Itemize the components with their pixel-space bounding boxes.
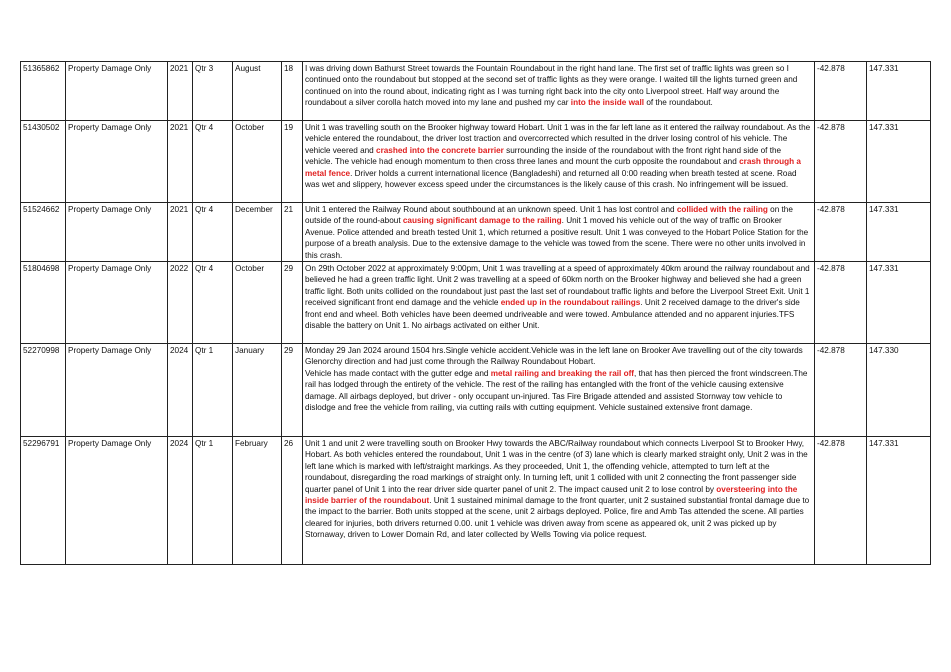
year: 2022 [168, 262, 193, 344]
description [303, 203, 815, 262]
longitude: 147.331 [867, 62, 931, 121]
severity: Property Damage Only [66, 262, 168, 344]
year: 2021 [168, 62, 193, 121]
description-text: , that has then pierced the front windscreen.The rail has lodged through the entirety of the vehicle. The rest of the railing has entangled with the front of the vehicle causing extensive damage. All airbags deployed, but driver - only occupant un-injured. Tas Fire Brigade attended and assisted Stornway tow vehicle to dislodge and free the vehicle from railing, via cutting rails with cutting equipment. Vehicle sustained extensive front damage. [305, 368, 808, 413]
crash-id: 52270998 [21, 344, 66, 437]
year: 2024 [168, 344, 193, 437]
month: October [233, 121, 282, 203]
description-text: Unit 1 was travelling south on the Brooker highway toward Hobart. Unit 1 was in the far left lane as it entered the railway roundabout. As the vehicle entered the roundabout, the driver lost traction and overcorrected which resulted in the driver losing control of his vehicle. The vehicle veered and [305, 123, 811, 155]
year: 2021 [168, 203, 193, 262]
latitude: -42.878 [815, 262, 867, 344]
description-text: Unit 1 and unit 2 were travelling south on Brooker Hwy towards the ABC/Railway roundabout which connects Liverpool St to Brooker Hwy, Hobart. As both vehicles entered the roundabout, Unit 1 was in the centre (of 3) lane which is clearly marked straight only, Unit 2 was in the left lane which is marked with left/straight markings. As they proceeded, Unit 1, the offending vehicle, attempted to turn left at the roundabout, disregarding the road markings of straight only. In turning left, unit 1 collided with unit 2 connecting the front passenger side quarter panel of Unit 1 into the rear driver side quarter panel of unit 2. The impact caused unit 2 to lose control by [305, 439, 808, 494]
table-body [21, 62, 931, 565]
table-row [21, 62, 931, 121]
table-row [21, 344, 931, 437]
quarter: Qtr 4 [193, 203, 233, 262]
latitude: -42.878 [815, 203, 867, 262]
table-row [21, 262, 931, 344]
latitude: -42.878 [815, 437, 867, 565]
latitude: -42.878 [815, 62, 867, 121]
quarter: Qtr 4 [193, 121, 233, 203]
table-row [21, 121, 931, 203]
crash-id: 52296791 [21, 437, 66, 565]
description-text: . Driver holds a current international licence (Bangladeshi) and returned all 0:00 reading when breath tested at scene. Road was wet and slippery, however excess speed under the circumstances is the likely cause of this crash. No infringement will be issued. [305, 168, 797, 190]
description-text: on the outside of the round-about [305, 205, 793, 226]
month: August [233, 62, 282, 121]
day: 29 [282, 344, 303, 437]
description [303, 437, 815, 565]
table-row [21, 203, 931, 262]
crash-records-table [20, 61, 931, 565]
description-text: Unit 1 entered the Railway Round about southbound at an unknown speed. Unit 1 has lost control and [305, 205, 677, 214]
day: 26 [282, 437, 303, 565]
longitude: 147.331 [867, 121, 931, 203]
description-text: Vehicle has made contact with the gutter edge and [305, 368, 491, 378]
day: 21 [282, 203, 303, 262]
description [303, 344, 815, 437]
description-text: Monday 29 Jan 2024 around 1504 hrs.Single vehicle accident.Vehicle was in the left lane on Brooker Ave travelling out of the city towards Glenorchy direction and had just come through the Railway Roundabout Hobart. [305, 346, 803, 367]
highlighted-phrase: oversteering into the inside barrier of the roundabout [305, 484, 798, 506]
year: 2024 [168, 437, 193, 565]
description-text: of the roundabout. [644, 98, 713, 108]
crash-id: 51365862 [21, 62, 66, 121]
day: 19 [282, 121, 303, 203]
longitude: 147.330 [867, 344, 931, 437]
severity: Property Damage Only [66, 121, 168, 203]
description-text: I was driving down Bathurst Street towards the Fountain Roundabout in the right hand lane. The first set of traffic lights was green so I continued onto the roundabout but stopped at the second set of traffic lights as they were orange. I waited till the lights turned green and continued on into the round about, indicating right as I was turning right back into the city onto Liverpool street. Half way around the roundabout a silver corolla hatch moved into my lane and pushed my car [305, 64, 798, 108]
description-text: On 29th October 2022 at approximately 9:00pm, Unit 1 was travelling at a speed of approximately 40km around the railway roundabout and believed he had a green traffic light. Unit 2 was travelling at a speed of 60km north on the Brooker highway and believed she had a green traffic light. Both units collided on the roundabout just past the last set of roundabout traffic lights and before the Liverpool Street Exit. Unit 1 received significant front end damage and the vehicle [305, 264, 810, 308]
month: January [233, 344, 282, 437]
severity: Property Damage Only [66, 203, 168, 262]
longitude: 147.331 [867, 203, 931, 262]
quarter: Qtr 1 [193, 437, 233, 565]
description [303, 62, 815, 121]
month: December [233, 203, 282, 262]
latitude: -42.878 [815, 121, 867, 203]
day: 29 [282, 262, 303, 344]
description-text: . Unit 1 sustained minimal damage to the front quarter, unit 2 sustained substantial frontal damage due to the impact to the barrier. Both units stopped at the scene, unit 2 airbags deployed. Police, fire and Amb Tas attended the scene. All parties cleared for injuries, both drivers returned 0.00. unit 1 vehicle was driven away from scene as appeared ok, unit 2 was picked up by Stornaway, driven to Lower Domain Rd, and later collected by Wells Towing via police request. [305, 496, 810, 540]
severity: Property Damage Only [66, 344, 168, 437]
highlighted-phrase: ended up in the roundabout railings [500, 298, 641, 308]
highlighted-phrase: causing significant damage to the railing [402, 216, 562, 226]
day: 18 [282, 62, 303, 121]
table-row [21, 437, 931, 565]
highlighted-phrase: collided with the railing [676, 205, 768, 214]
quarter: Qtr 3 [193, 62, 233, 121]
crash-id: 51804698 [21, 262, 66, 344]
severity: Property Damage Only [66, 62, 168, 121]
longitude: 147.331 [867, 262, 931, 344]
highlighted-phrase: metal railing and breaking the rail off [490, 368, 635, 378]
year: 2021 [168, 121, 193, 203]
highlighted-phrase: crash through a metal fence [305, 157, 801, 178]
description [303, 121, 815, 203]
description-text: surrounding the inside of the roundabout with the front right hand side of the vehicle. The vehicle had enough momentum to then cross three lanes and mount the curb opposite the roundabout and [305, 145, 782, 167]
highlighted-phrase: into the inside wall [570, 98, 645, 108]
month: October [233, 262, 282, 344]
month: February [233, 437, 282, 565]
quarter: Qtr 4 [193, 262, 233, 344]
crash-id: 51524662 [21, 203, 66, 262]
description-text: . Unit 1 moved his vehicle out of the way of traffic on Brooker Avenue. Police attended and breath tested Unit 1, which returned a positive result. Unit 1 was conveyed to the Hobart Police Station for the purpose of a breath analysis. Due to the extensive damage to the vehicle was towed from the scene. There were no other units involved in this crash. [305, 216, 809, 260]
description [303, 262, 815, 344]
longitude: 147.331 [867, 437, 931, 565]
quarter: Qtr 1 [193, 344, 233, 437]
severity: Property Damage Only [66, 437, 168, 565]
description-text: . Unit 2 received damage to the driver's side front end and wheel. Both vehicles have been deemed undriveable and were towed. Ambulance attended and no apparent injuries.TFS disable the battery on Unit 1. No airbags activated on either Unit. [305, 298, 800, 331]
latitude: -42.878 [815, 344, 867, 437]
highlighted-phrase: crashed into the concrete barrier [376, 145, 504, 155]
crash-id: 51430502 [21, 121, 66, 203]
